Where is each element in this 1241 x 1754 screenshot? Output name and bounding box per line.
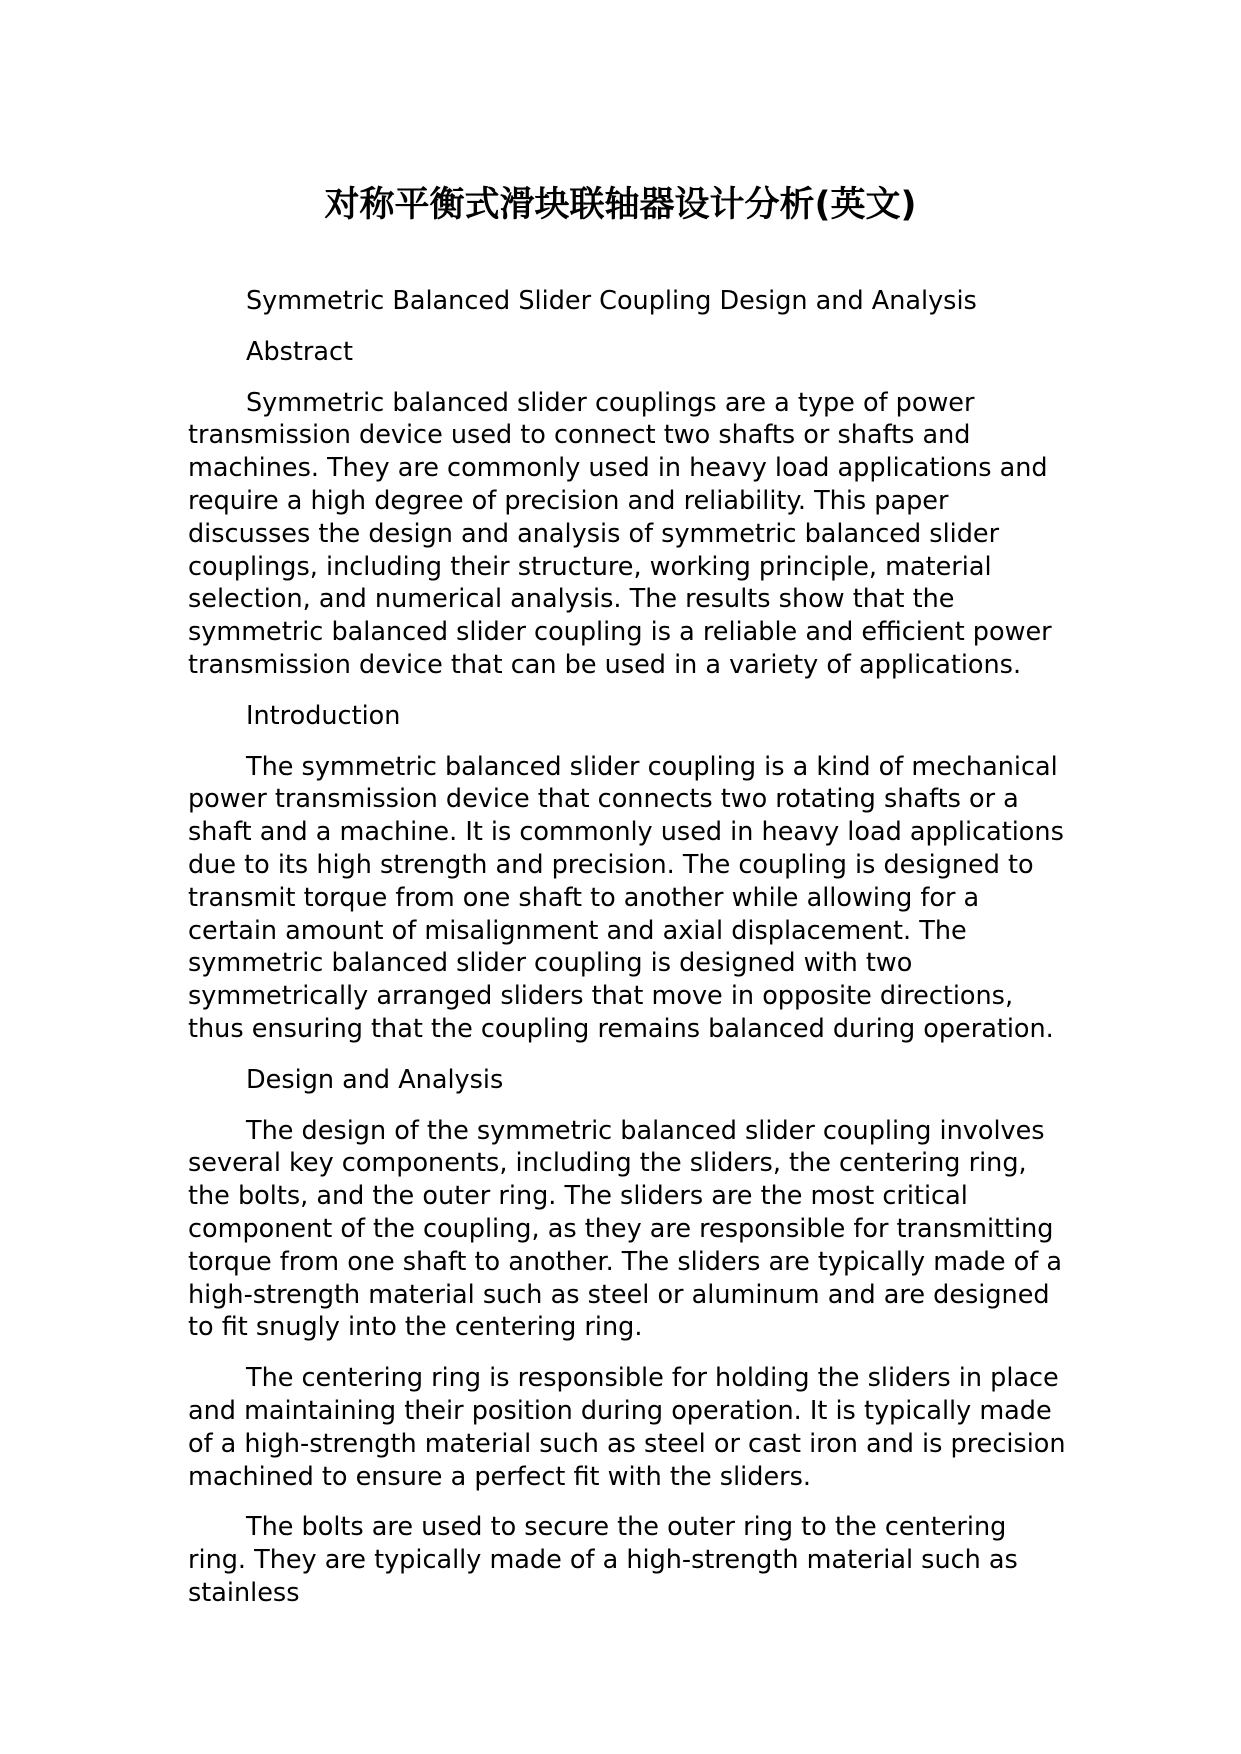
document-body (188, 285, 1068, 1628)
paper-english-title: Symmetric Balanced Slider Coupling Design and Analysis (246, 286, 977, 316)
document-title: 对称平衡式滑块联轴器设计分析(英文) (324, 185, 917, 225)
design-paragraph-bolts: The bolts are used to secure the outer ring to the centering ring. They are typically made of a high-strength material such as stainless (188, 1512, 1018, 1608)
design-paragraph-centering-ring: The centering ring is responsible for holding the sliders in place and maintaining their position during operation. It is typically made of a high-strength material such as steel or cast iron and is precision machined to ensure a perfect fit with the sliders. (188, 1363, 1066, 1492)
abstract-heading: Abstract (246, 336, 354, 367)
design-paragraph-sliders: The design of the symmetric balanced slider coupling involves several key components, including the sliders, the centering ring, the bolts, and the outer ring. The sliders are the most critical component of the coupling, as they are responsible for transmitting torque from one shaft to another. The sliders are typically made of a high-strength material such as steel or aluminum and are designed to fit snugly into the centering ring. (188, 1115, 1062, 1343)
introduction-paragraph: The symmetric balanced slider coupling is a kind of mechanical power transmission device that connects two rotating shafts or a shaft and a machine. It is commonly used in heavy load applications due to its high strength and precision. The coupling is designed to transmit torque from one shaft to another while allowing for a certain amount of misalignment and axial displacement. The symmetric balanced slider coupling is designed with two symmetrically arranged sliders that move in opposite directions, thus ensuring that the coupling remains balanced during operation. (188, 751, 1064, 1044)
design-analysis-heading: Design and Analysis (246, 1064, 504, 1095)
abstract-paragraph: Symmetric balanced slider couplings are a type of power transmission device used to connect two shafts or shafts and machines. They are commonly used in heavy load applications and require a high degree of precision and reliability. This paper discusses the design and analysis of symmetric balanced slider couplings, including their structure, working principle, material selection, and numerical analysis. The results show that the symmetric balanced slider coupling is a reliable and efficient power transmission device that can be used in a variety of applications. (188, 387, 1052, 680)
introduction-heading: Introduction (246, 700, 401, 731)
